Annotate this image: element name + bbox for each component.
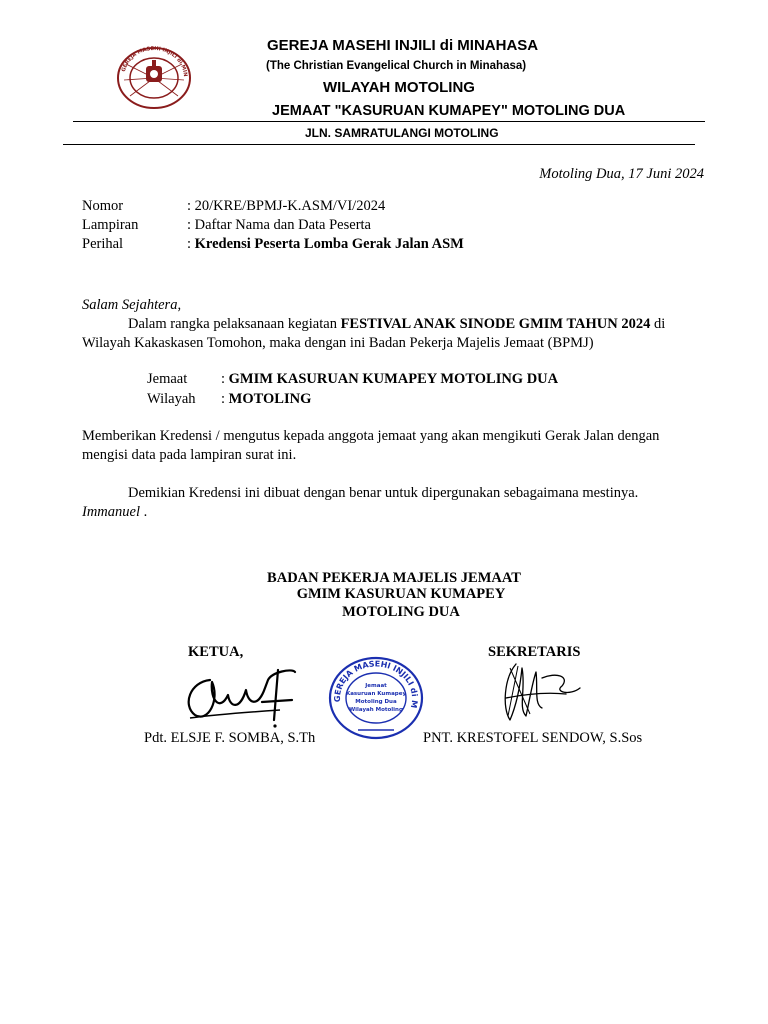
meta-value-nomor: : 20/KRE/BPMJ-K.ASM/VI/2024 [187, 198, 386, 214]
detail-sep-wilayah: : [221, 391, 229, 407]
svg-text:GEREJA MASEHI INJILI di MINAHA: GEREJA MASEHI INJILI di M [332, 659, 420, 709]
stamp-line-3: Motoling Dua [355, 699, 397, 705]
right-signatory-title: SEKRETARIS [488, 644, 581, 660]
place-date: Motoling Dua, 17 Juni 2024 [539, 166, 704, 182]
signature-org-line-3: MOTOLING DUA [342, 604, 460, 620]
stamp-line-2: Kasuruan Kumapey [345, 691, 407, 697]
right-signature [496, 658, 586, 728]
header-rule-top [73, 121, 705, 122]
right-signature-scribble [496, 658, 586, 728]
paragraph-2-line-2: mengisi data pada lampiran surat ini. [82, 447, 297, 463]
svg-text:GEREJA MASEHI INJILI di MINAHA: GEREJA MASEHI INJILI di MIN [120, 46, 189, 77]
signature-org-line-1: BADAN PEKERJA MAJELIS JEMAAT [267, 570, 521, 586]
stamp-line-4: Wilayah Motoling [349, 707, 403, 713]
detail-value-jemaat [221, 370, 558, 389]
left-signature [180, 660, 300, 730]
paragraph-1-line-1 [128, 315, 665, 334]
right-signatory-name: PNT. KRESTOFEL SENDOW, S.Sos [423, 730, 643, 746]
closing-word: Immanuel [82, 504, 140, 520]
left-signatory-name: Pdt. ELSJE F. SOMBA, S.Th [144, 730, 316, 746]
meta-label-lampiran: Lampiran [82, 217, 139, 233]
detail-value-wilayah [221, 390, 311, 409]
header-rule-bottom [63, 144, 695, 145]
festival-name: FESTIVAL ANAK SINODE GMIM TAHUN 2024 [340, 316, 651, 332]
meta-label-nomor: Nomor [82, 198, 124, 214]
church-address: JLN. SAMRATULANGI MOTOLING [305, 126, 499, 140]
paragraph-1-text-a: Dalam rangka pelaksanaan kegiatan [128, 316, 341, 332]
stamp-line-1: Jemaat [365, 683, 387, 689]
paragraph-2-line-1: Memberikan Kredensi / mengutus kepada anggota jemaat yang akan mengikuti Gerak Jalan dengan [82, 428, 660, 444]
left-signatory-title: KETUA, [188, 644, 244, 660]
detail-sep-jemaat: : [221, 371, 229, 387]
region-name: WILAYAH MOTOLING [323, 79, 475, 96]
church-name-english: (The Christian Evangelical Church in Minahasa) [266, 60, 527, 72]
closing-dot: . [140, 504, 148, 520]
meta-subject: Kredensi Peserta Lomba Gerak Jalan ASM [194, 236, 464, 252]
detail-label-wilayah: Wilayah [147, 391, 196, 407]
greeting: Salam Sejahtera, [82, 297, 182, 313]
church-logo-emblem [116, 46, 192, 110]
meta-label-perihal: Perihal [82, 236, 124, 252]
left-signature-scribble [180, 660, 300, 730]
meta-sep-perihal: : [187, 236, 195, 252]
wilayah-name: MOTOLING [228, 391, 312, 407]
paragraph-1-text-c: di [650, 316, 666, 332]
detail-label-jemaat: Jemaat [147, 371, 188, 387]
church-stamp-seal [328, 656, 424, 740]
church-logo [116, 46, 192, 110]
paragraph-1-line-2: Wilayah Kakaskasen Tomohon, maka dengan ini Badan Pekerja Majelis Jemaat (BPMJ) [82, 335, 594, 351]
church-name: GEREJA MASEHI INJILI di MINAHASA [267, 37, 539, 54]
meta-value-perihal [187, 235, 464, 254]
signature-org-line-2: GMIM KASURUAN KUMAPEY [296, 586, 506, 602]
meta-value-lampiran: : Daftar Nama dan Data Peserta [187, 217, 371, 233]
paragraph-3: Demikian Kredensi ini dibuat dengan benar untuk dipergunakan sebagaimana mestinya. [128, 485, 639, 501]
jemaat-name: GMIM KASURUAN KUMAPEY MOTOLING DUA [228, 371, 559, 387]
church-stamp [328, 656, 424, 740]
closing [82, 503, 147, 522]
congregation-name: JEMAAT "KASURUAN KUMAPEY" MOTOLING DUA [272, 103, 626, 119]
